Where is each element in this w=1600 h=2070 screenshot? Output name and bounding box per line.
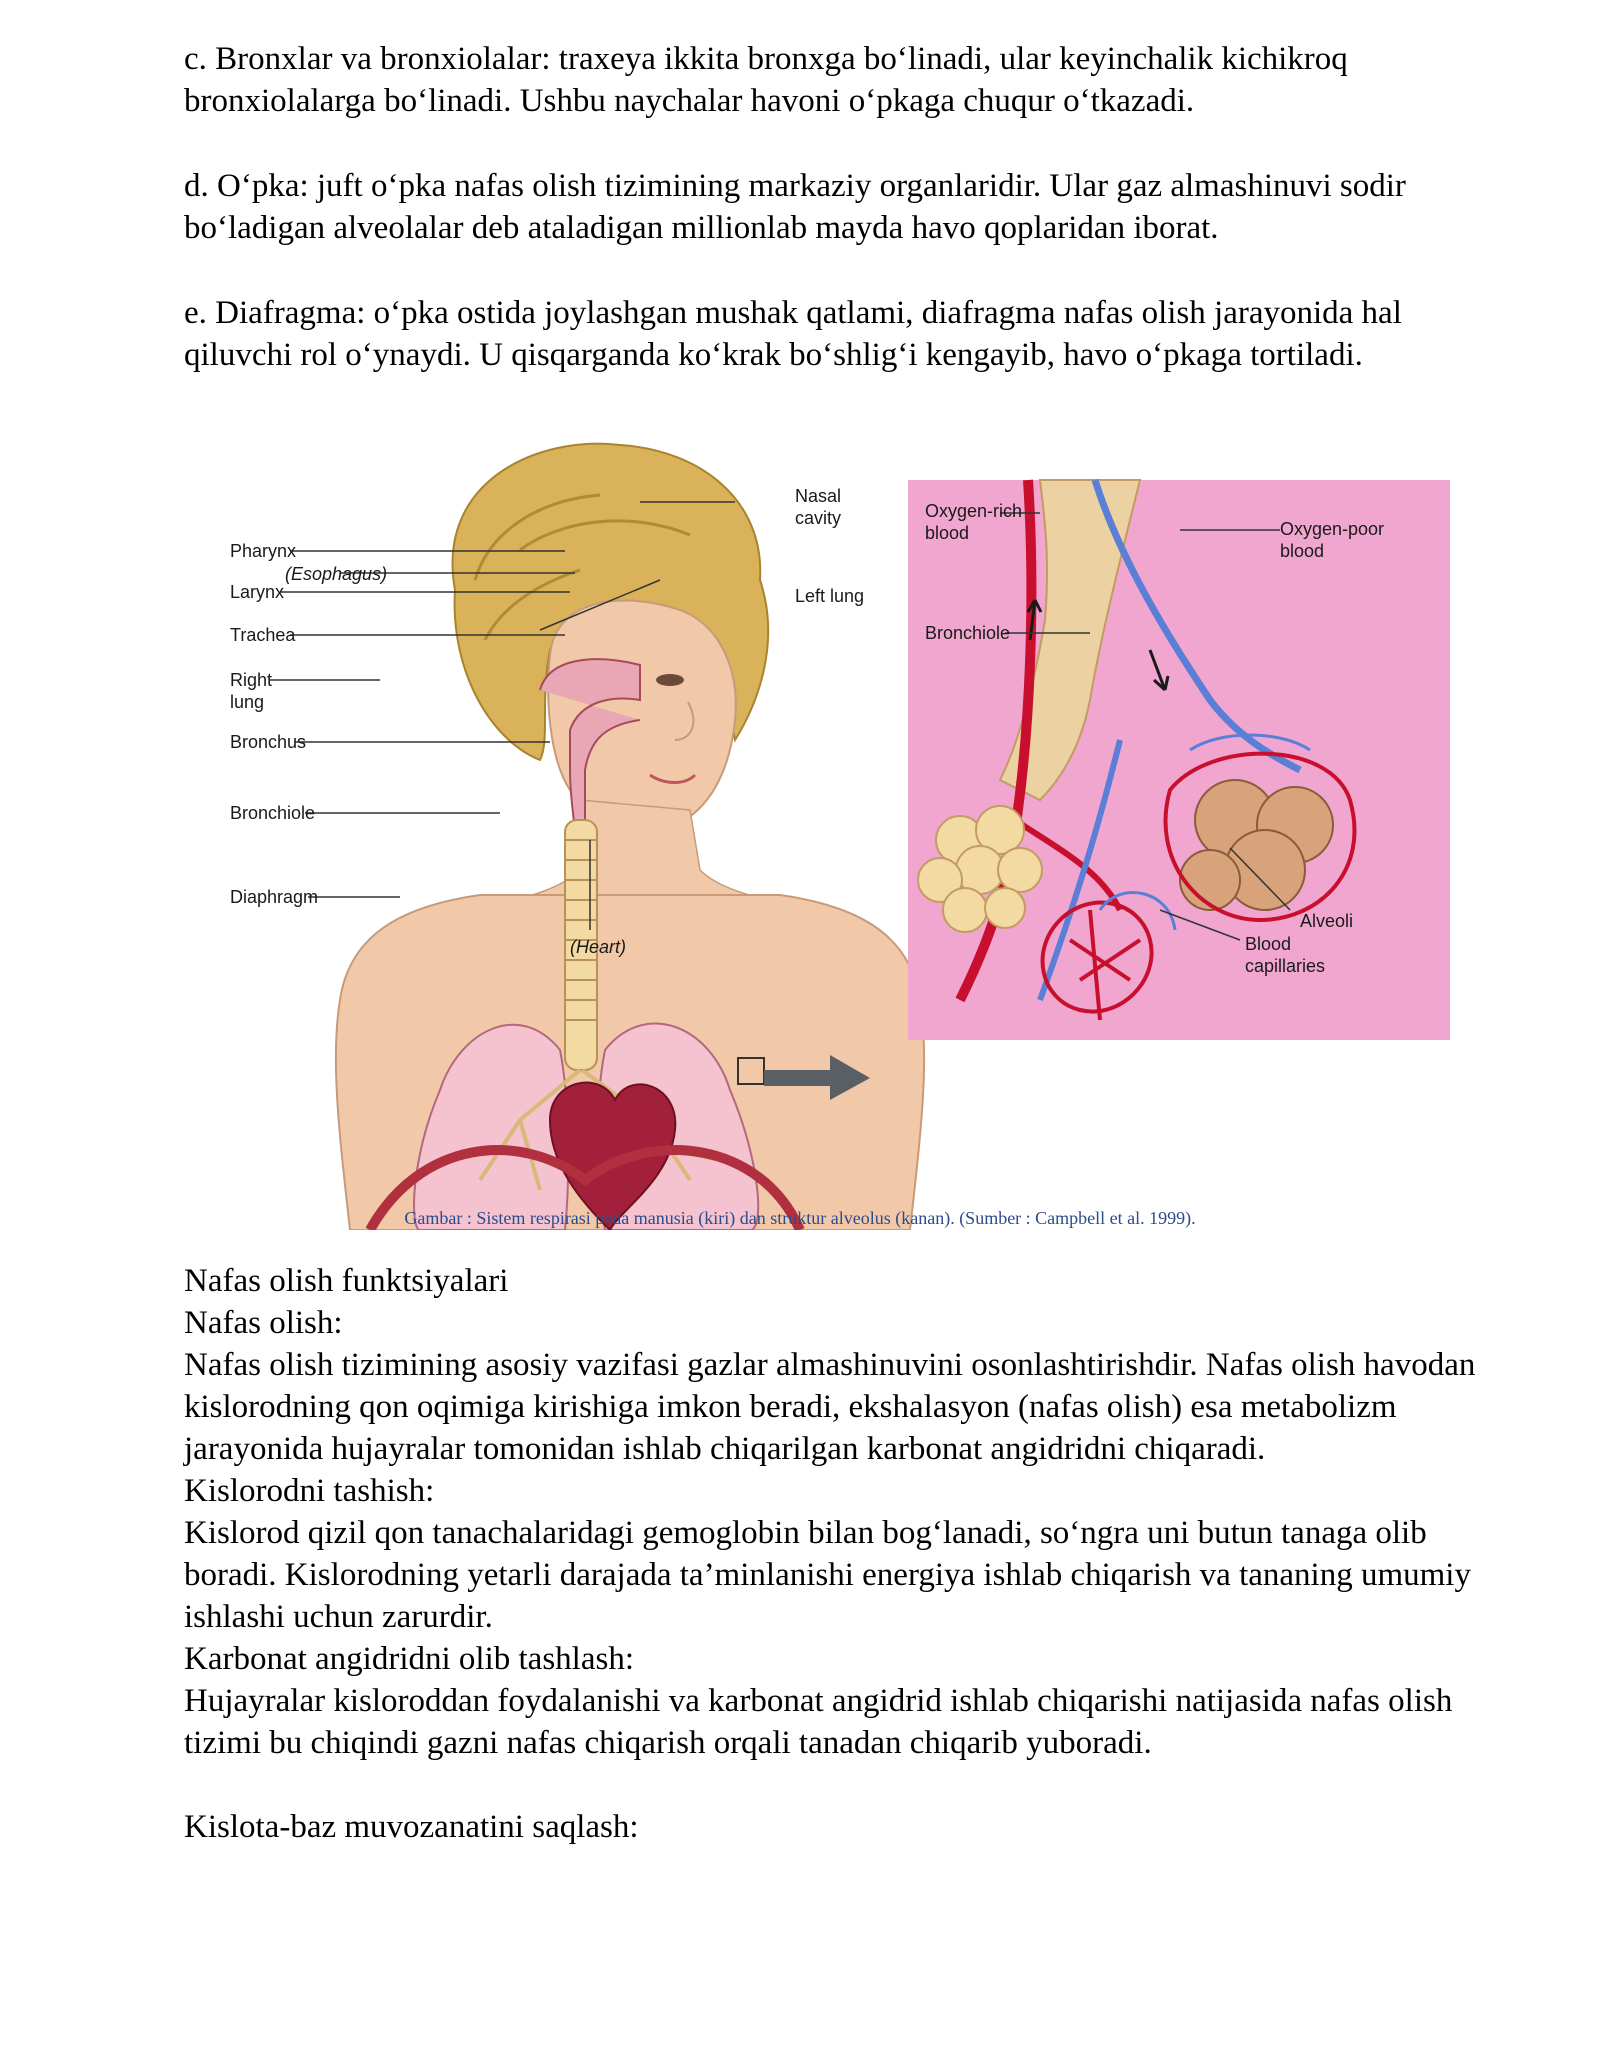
label-heart: (Heart) [570,937,627,957]
paragraph-bronchi-text: c. Bronxlar va bronxiolalar: traxeya ikkita bronxga bo‘linadi, ular keyinchalik kichikroq bronxiolalarga bo‘linadi. Ushbu naychalar havoni o‘pkaga chuqur o‘tkazadi. [184,41,1348,119]
section-heading-oxygen: Kislorodni tashish: [184,1473,435,1509]
respiratory-illustration [220,440,1450,1230]
label-left-lung: Left lung [795,586,865,606]
paragraph-diaphragm [184,292,1514,376]
paragraph-oxygen: Kislorod qizil qon tanachalaridagi gemoglobin bilan bog‘lanadi, so‘ngra uni butun tanaga olib boradi. Kislorodning yetarli darajada ta’minlanishi energiya ishlab chiqarish va tananing umumiy ishlashi uchun zarurdir. [184,1515,1471,1635]
label-larynx: Larynx [230,582,285,602]
label-esophagus: (Esophagus) [285,564,388,584]
human-body-drawing [336,444,924,1230]
paragraph-co2: Hujayralar kisloroddan foydalanishi va karbonat angidrid ishlab chiqarishi natijasida nafas olish tizimi bu chiqindi gazni nafas chiqarish orqali tanadan chiqarib yuboradi. [184,1683,1453,1761]
label-oxygen-poor: Oxygen-poor blood [1280,519,1385,561]
label-alveoli: Alveoli [1300,911,1354,931]
label-bronchiole-left: Bronchiole [230,803,316,823]
paragraph-gap [184,1764,1514,1806]
paragraph-bronchi [184,38,1514,122]
paragraph-lungs-text: d. O‘pka: juft o‘pka nafas olish tizimining markaziy organlaridir. Ular gaz almashinuvi sodir bo‘ladigan alveolalar deb ataladigan millionlab mayda havo qoplaridan iborat. [184,168,1406,246]
paragraph-lungs [184,165,1514,249]
label-pharynx: Pharynx [230,541,297,561]
section-heading-acid-base: Kislota-baz muvozanatini saqlash: [184,1809,639,1845]
label-nasal-cavity: Nasal cavity [795,486,842,528]
functions-section [184,1260,1514,1848]
label-trachea: Trachea [230,625,296,645]
section-heading-co2: Karbonat angidridni olib tashlash: [184,1641,634,1677]
respiratory-figure [220,440,1450,1230]
label-right-lung: Right lung [230,670,273,712]
paragraph-diaphragm-text: e. Diafragma: o‘pka ostida joylashgan mushak qatlami, diafragma nafas olish jarayonida hal qiluvchi rol o‘ynaydi. U qisqarganda ko‘krak bo‘shlig‘i kengayib, havo o‘pkaga tortiladi. [184,295,1402,373]
alveolus-panel [908,480,1450,1040]
label-bronchiole-right: Bronchiole [925,623,1011,643]
label-oxygen-rich: Oxygen-rich blood [925,501,1023,543]
label-bronchus: Bronchus [230,732,307,752]
figure-caption: Gambar : Sistem respirasi pada manusia (kiri) dan struktur alveolus (kanan). (Sumber : Campbell et al. 1999). [404,1208,1196,1228]
label-capillaries: Blood capillaries [1245,934,1326,976]
section-heading-breathing: Nafas olish: [184,1305,343,1341]
section-heading-functions: Nafas olish funktsiyalari [184,1263,509,1299]
paragraph-breathing: Nafas olish tizimining asosiy vazifasi gazlar almashinuvini osonlashtirishdir. Nafas olish havodan kislorodning qon oqimiga kirishiga imkon beradi, ekshalasyon (nafas olish) esa metabolizm jarayonida hujayralar tomonidan ishlab chiqarilgan karbonat angidridni chiqaradi. [184,1347,1476,1467]
label-diaphragm: Diaphragm [230,887,319,907]
